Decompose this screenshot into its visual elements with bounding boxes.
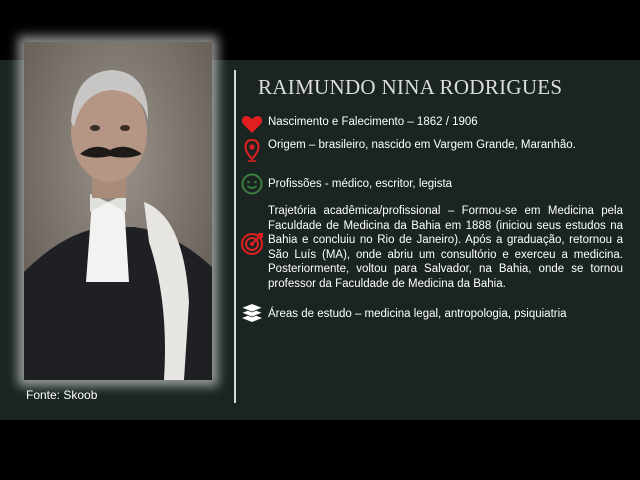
books-stack-icon: [240, 300, 264, 324]
info-item-origin: [240, 138, 626, 170]
info-text: Nascimento e Falecimento – 1862 / 1906: [268, 116, 478, 128]
target-icon: [240, 232, 264, 256]
portrait-photo: [24, 42, 212, 380]
info-text: Áreas de estudo – medicina legal, antropologia, psiquiatria: [268, 308, 567, 320]
info-item-study-areas: [240, 300, 626, 328]
smiley-face-icon: [240, 172, 264, 196]
heart-icon: [240, 112, 264, 136]
page-title: RAIMUNDO NINA RODRIGUES: [258, 75, 563, 99]
info-item-professions: [240, 172, 626, 196]
location-pin-icon: [240, 138, 264, 162]
vertical-divider: [234, 70, 236, 403]
info-item-birth-death: [240, 112, 626, 134]
info-item-career: [240, 204, 626, 294]
photo-caption: Fonte: Skoob: [26, 388, 98, 402]
info-text: Trajetória acadêmica/profissional – Formou-se em Medicina pela Faculdade de Medicina da Bahia em 1888 (iniciou seus estudos na Bahia e concluiu no Rio de Janeiro). Após a graduação, retornou a São Luís (MA), onde abriu um consultório e exerceu a medicina. Posteriormente, voltou para Salvador, na Bahia, onde se tornou professor da Faculdade de Medicina da Bahia.: [268, 205, 623, 290]
info-text: Profissões - médico, escritor, legista: [268, 178, 453, 190]
info-text: Origem – brasileiro, nascido em Vargem Grande, Maranhão.: [268, 139, 576, 151]
